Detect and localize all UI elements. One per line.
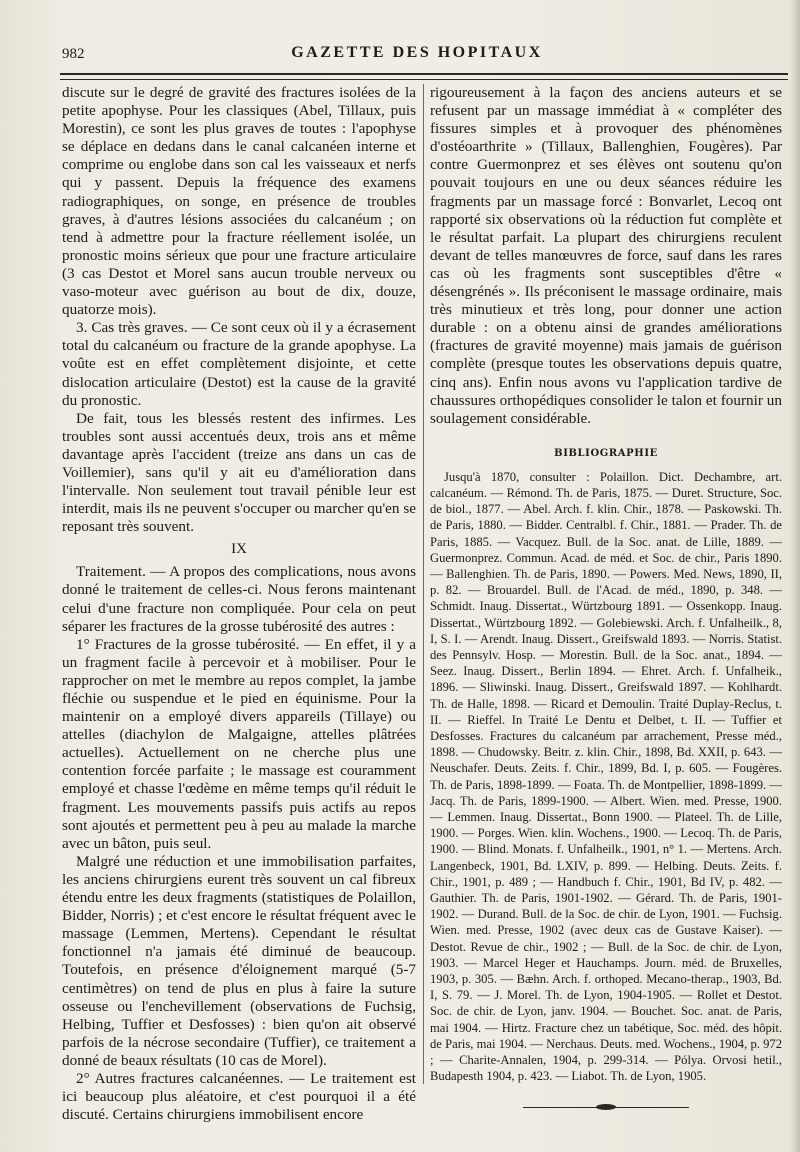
paragraph: 1° Fractures de la grosse tubérosité. — En effet, il y a un fragment facile à percevoir et à mobiliser. Pour le rapprocher on met le membre au repos complet, la jambe fléchie ou suspendue et le pied en équinisme. Pour la maintenir on a employé divers appareils (Tillaye) ou attelles (diachylon de Malgaigne, attelles plâtrées actuelles). Actuellement on ne cherche plus une contention forcée parfaite ; le massage est couramment employé et chasse l'œdème en même temps qu'il réduit le fragment. Les mouvements passifs puis actifs au repos sont ajoutés et permettent peu à peu au malade la marche avec un bâton, puis seul.	[62, 635, 416, 852]
page-header	[62, 40, 772, 70]
journal-title: GAZETTE DES HOPITAUX	[291, 44, 543, 61]
header-rule	[60, 73, 788, 80]
column-divider	[423, 84, 424, 1084]
paragraph: rigoureusement à la façon des anciens auteurs et se refusent par un massage immédiat à « compléter des fissures simples et à provoquer des phénomènes d'ostéoarthrite » (Tillaux, Ballenghien, Fougères). Par contre Guermonprez et ses élèves ont soutenu qu'on pouvait toujours en une ou deux séances réduire les fragments par un massage forcé : Bonvarlet, Lecoq ont rapporté six observations où la réduction fut complète et le résultat parfait. La plupart des chirurgiens reculent devant de telles manœuvres de force, sauf dans les rares cas où les fragments sont susceptibles d'être « désengrénés ». Ils préconisent le massage ordinaire, mais très minutieux et très long, pour donner une action durable : on a obtenu ainsi de grandes améliorations (fractures de gravité moyenne) mais jamais de guérison complète (presque toutes les observations depuis quatre, cinq ans). Enfin nous avons vu l'application tardive de chaussures orthopédiques consolider le talon et fournir un soulagement considérable.	[430, 84, 782, 427]
page-number: 982	[62, 46, 85, 62]
end-ornament	[523, 1103, 689, 1111]
left-column	[62, 84, 416, 1124]
right-column	[430, 84, 782, 1111]
paragraph: Malgré une réduction et une immobilisation parfaites, les anciens chirurgiens eurent très souvent un cal fibreux étendu entre les deux fragments (statistiques de Polaillon, Bidder, Norris) ; et c'est encore le résultat fréquent avec le massage (Lemmen, Mertens). Cependant le résultat fonctionnel n'a jamais été diminué de beaucoup. Toutefois, en présence d'éloignement marqué (5-7 centimètres) on tend de plus en plus à faire la suture osseuse ou l'enchevillement (observations de Fuchsig, Helbing, Tuffier et Desfosses) : bien qu'on ait observé parfois de la nécrose secondaire (Tuffier), ce traitement a donné de beaux résultats (10 cas de Morel).	[62, 852, 416, 1069]
paragraph: De fait, tous les blessés restent des infirmes. Les troubles sont aussi accentués deux, trois ans et même davantage après l'accident (treize ans dans un cas de Voillemier), sans qu'il y ait eu d'amélioration dans l'intervalle. Non seulement tout travail pénible leur est interdit, mais ils ne peuvent s'occuper ou marcher qu'en se reposant très souvent.	[62, 409, 416, 536]
bibliography-heading: BIBLIOGRAPHIE	[554, 447, 658, 459]
paragraph: 3. Cas très graves. — Ce sont ceux où il y a écrasement total du calcanéum ou fracture de la grande apophyse. La voûte est en effet complètement disjointe, et cette dislocation articulaire (Destot) est la cause de la gravité du pronostic.	[62, 319, 416, 409]
bibliography-text: Jusqu'à 1870, consulter : Polaillon. Dict. Dechambre, art. calcanéum. — Rémond. Th. de Paris, 1875. — Duret. Structure, Soc. de biol., 1877. — Abel. Arch. f. klin. Chir., 1878. — Paskowski. Th. de Paris, 1880. — Bidder. Centralbl. f. Chir., 1881. — Prader. Th. de Paris, 1885. — Vacquez. Bull. de la Soc. anat. de Lille, 1889. — Guermonprez. Commun. Acad. de méd. et Soc. de chir., Paris 1890. — Ballenghien. Th. de Paris, 1890. — Powers. Med. News, 1890, II, p. 82. — Brouardel. Bull. de l'Acad. de méd., 1890, p. 348. — Schmidt. Inaug. Dissertat., Würtzbourg 1891. — Ossenkopp. Inaug. Dissertat., Würtzbourg 1892. — Golebiewski. Arch. f. Unfalheilk., 8, I, S. I. — Arendt. Inaug. Dissert., Greifswald 1893. — Norris. Statist. des Pennsylv. Hosp. — Morestin. Bull. de la Soc. anat., 1894. — Seez. Inaug. Dissert., Berlin 1894. — Ehret. Arch. f. Unfalheik., 1896. — Sliwinski. Inaug. Dissert., Greifswald 1897. — Kohlhardt. Th. de Halle, 1898. — Ricard et Demoulin. Traité Duplay-Reclus, t. II. — Rieffel. In Traité Le Dentu et Delbet, t. II. — Tuffier et Desfosses. Fractures du calcanéum par arrachement, Presse méd., 1898. — Chudowsky. Beitr. z. klin. Chir., 1898, Bd. XXII, p. 643. — Neuschafer. Deuts. Zeits. f. Chir., 1899, Bd. I, p. 605. — Fougères. Th. de Paris, 1898-1899. — Foata. Th. de Montpellier, 1898-1899. — Jacq. Th. de Paris, 1899-1900. — Albert. Wien. med. Presse, 1900. — Lemmen. Inaug. Dissertat., Bonn 1900. — Plateel. Th. de Lille, 1900. — Porges. Wien. klin. Wochens., 1900. — Lecoq. Th. de Paris, 1900. — Blind. Monats. f. Unfalheilk., 1901, n° 1. — Mertens. Arch. Langenbeck, 1901, Bd. LXIV, p. 899. — Helbing. Deuts. Zeits. f. Chir., 1901, p. 489 ; — Handbuch f. Chir., 1901, Bd IV, p. 482. — Gauthier. Th. de Paris, 1901-1902. — Gérard. Th. de Paris, 1901-1902. — Durand. Bull. de la Soc. de chir. de Lyon, 1901. — Fuchsig. Wien. med. Presse, 1902 (avec deux cas de Gustave Kaiser). — Destot. Revue de chir., 1902 ; — Bull. de la Soc. de chir. de Lyon, 1903. — Marcel Heger et Hauchamps. Journ. méd. de Bruxelles, 1903, p. 305. — Bæhn. Arch. f. orthoped. Mecano-therap., 1903, Bd. I, S. 79. — J. Morel. Th. de Lyon, 1904-1905. — Rollet et Destot. Soc. de chir. de Lyon, janv. 1904. — Bouchet. Soc. anat. de Paris, mai 1904. — Hirtz. Fracture chez un tabétique, Soc. méd. des hôpit. de Paris, mai 1904. — Nerchaus. Deuts. med. Wochens., 1904, p. 972 ; — Charite-Annalen, 1904, p. 299-314. — Pólya. Orvosi hetil., Budapesth 1904, p. 423. — Liabot. Th. de Lyon, 1905.	[430, 469, 782, 1084]
paragraph: Traitement. — A propos des complications, nous avons donné le traitement de celles-ci. Nous ferons maintenant celui d'une fracture non compliquée. Pour cela on peut séparer les fractures de la grosse tubérosité des autres :	[62, 563, 416, 635]
paragraph: 2° Autres fractures calcanéennes. — Le traitement est ici beaucoup plus aléatoire, et c'est pourquoi il a été discuté. Certains chirurgiens immobilisent encore	[62, 1069, 416, 1124]
section-number: IX	[231, 541, 247, 558]
page-edge-shadow	[790, 0, 800, 1152]
paragraph: discute sur le degré de gravité des fractures isolées de la petite apophyse. Pour les classiques (Abel, Tillaux, puis Morestin), ce sont les plus graves de toutes : l'apophyse se déplace en dedans dans le canal calcanéen interne et comprime ou englobe dans son cal les vaisseaux et nerfs qui y passent. Depuis la fréquence des examens radiographiques, on songe, en présence de troubles graves, à d'autres lésions associées du calcanéum ; on tend à admettre pour la fracture réellement isolée, un pronostic moins sérieux que pour une fracture articulaire (3 cas Destot et Morel sans aucun trouble nerveux ou vaso-moteur avec guérison au bout de dix, douze, quatorze mois).	[62, 84, 416, 319]
